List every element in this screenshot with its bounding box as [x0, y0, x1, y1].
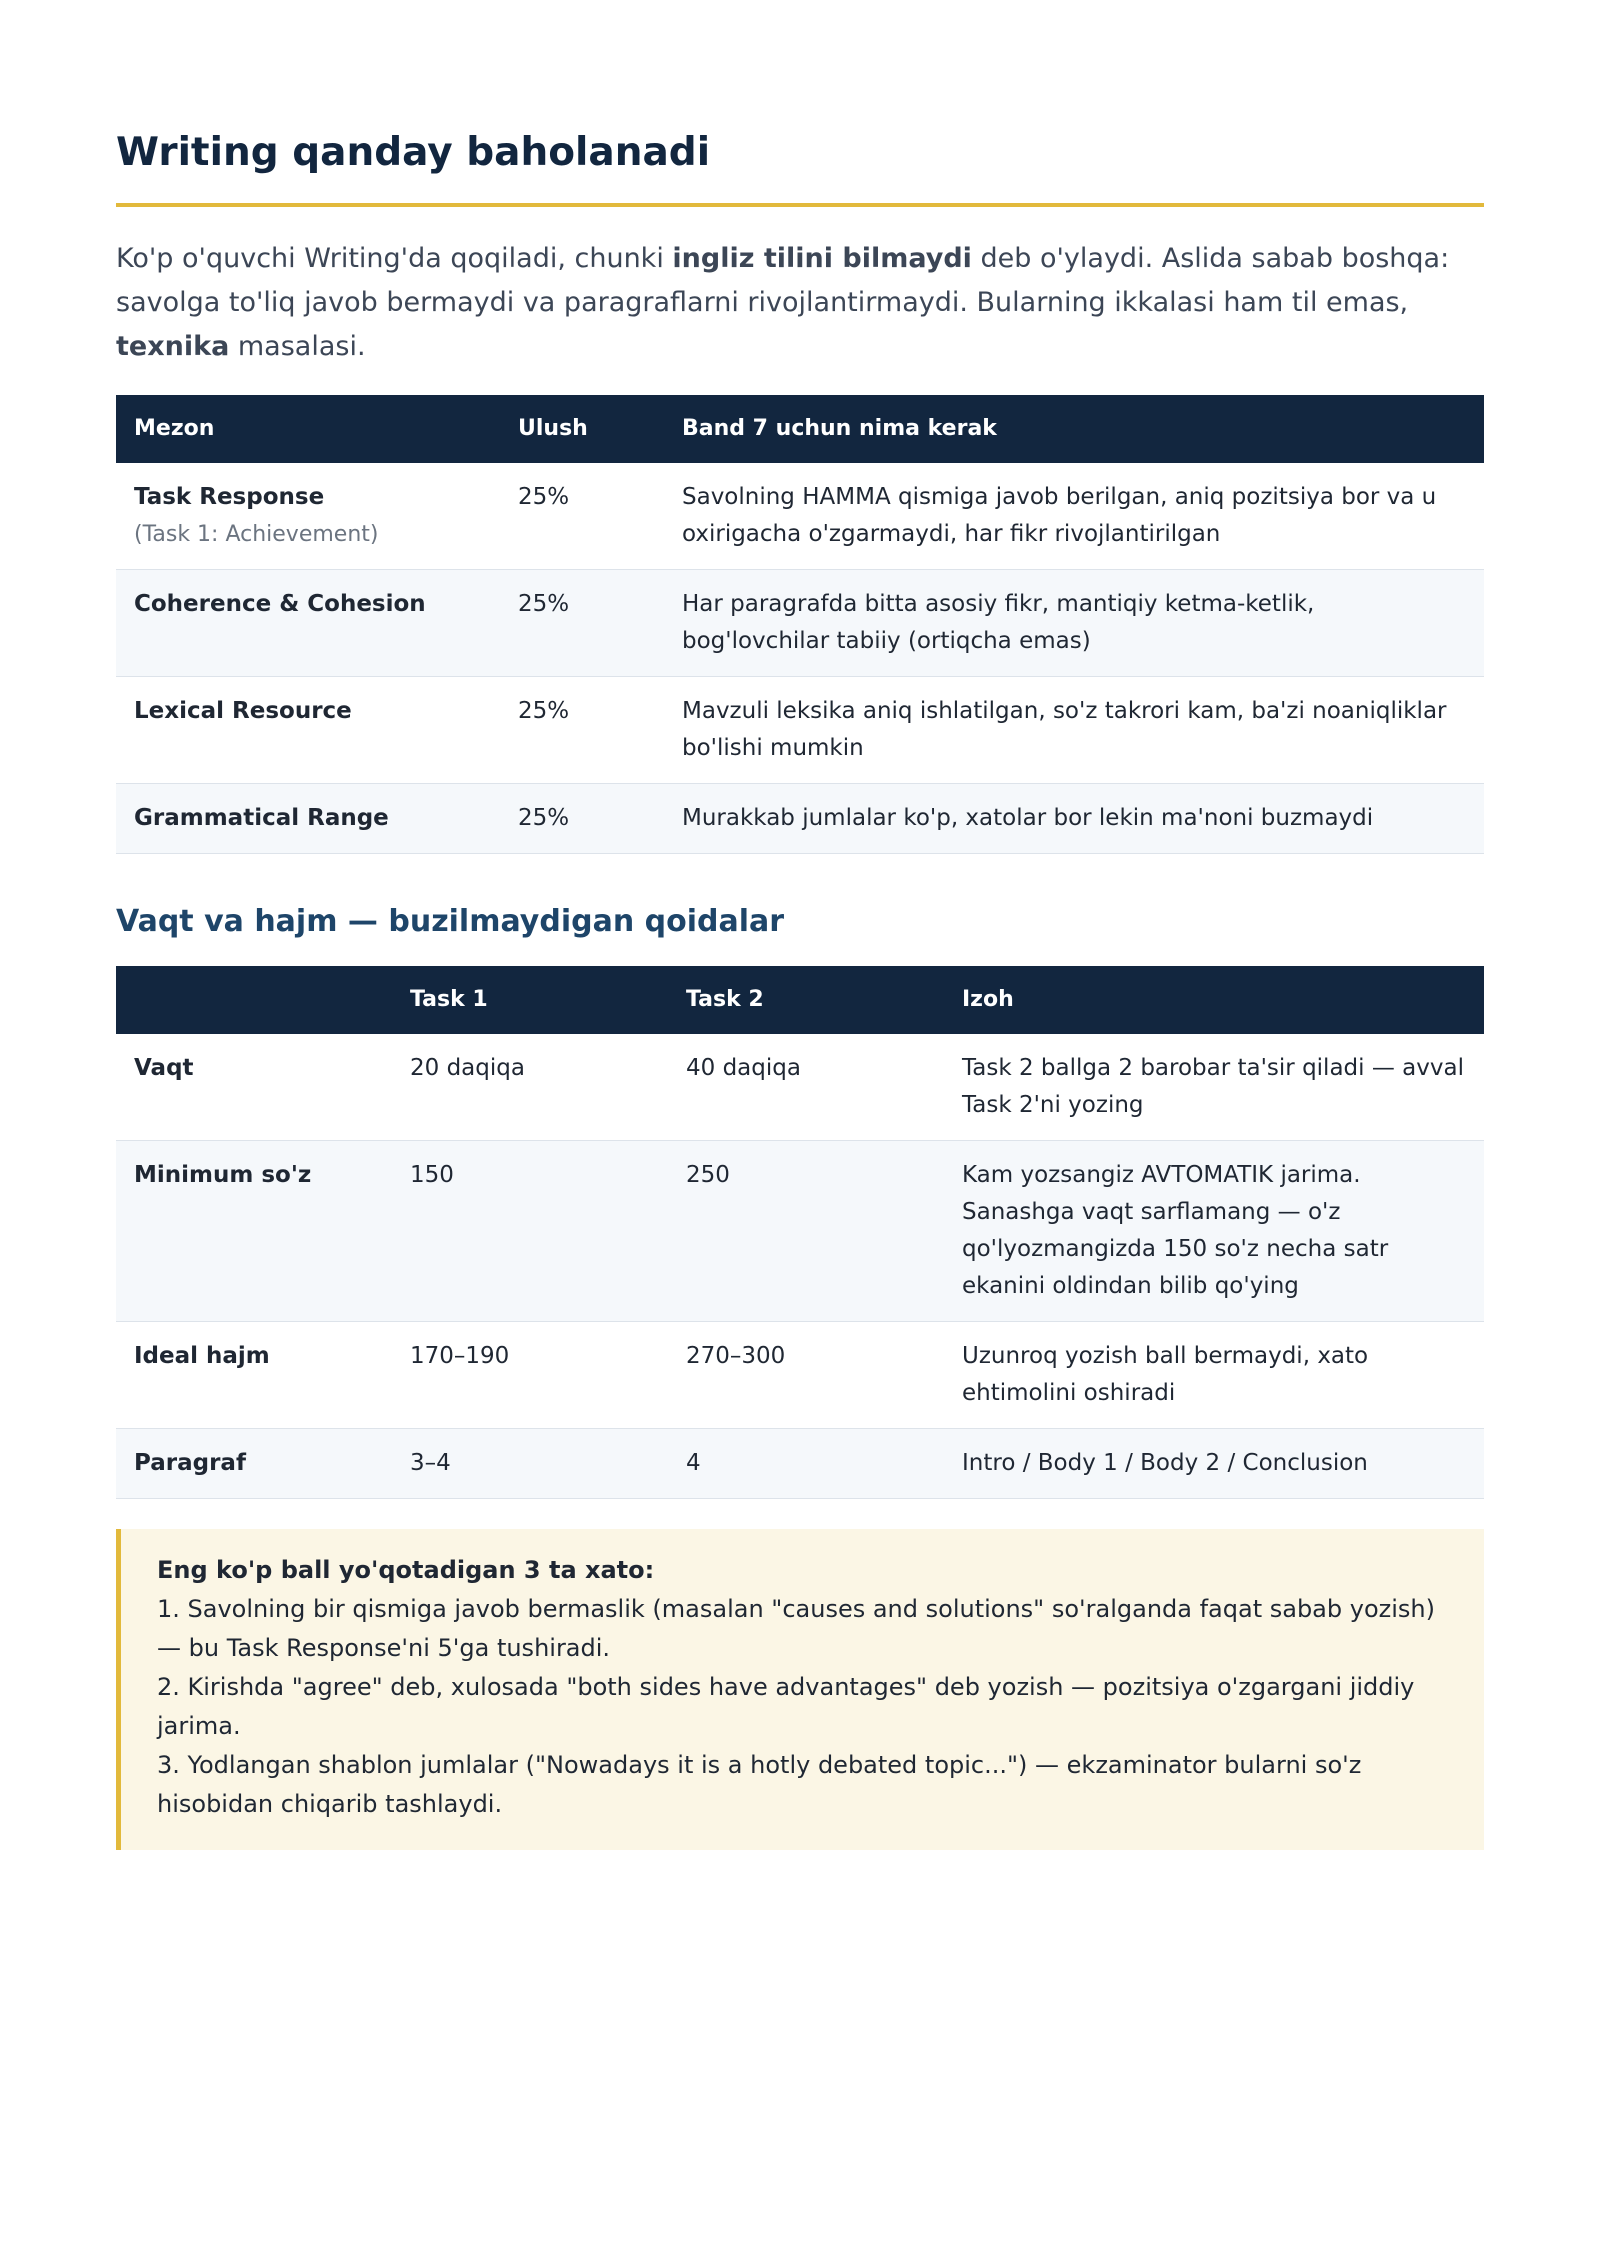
criterion-share: 25%	[500, 463, 664, 570]
criterion-name: Grammatical Range	[116, 783, 500, 853]
time-volume-table	[116, 966, 1484, 1499]
row-note: Kam yozsangiz AVTOMATIK jarima. Sanashga vaqt sarflamang — o'z qo'lyozmangizda 150 so'z necha satr ekanini oldindan bilib qo'ying	[944, 1140, 1484, 1321]
task2-value: 4	[668, 1428, 944, 1498]
criterion-name: Lexical Resource	[116, 676, 500, 783]
criterion-requirement: Savolning HAMMA qismiga javob berilgan, aniq pozitsiya bor va u oxirigacha o'zgarmaydi, har fikr rivojlantirilgan	[664, 463, 1484, 570]
callout-item: 2. Kirishda "agree" deb, xulosada "both sides have advantages" deb yozish — pozitsiya o'zgargani jiddiy jarima.	[157, 1672, 1415, 1740]
row-label: Paragraf	[116, 1428, 392, 1498]
criterion-share: 25%	[500, 569, 664, 676]
section-title: Vaqt va hajm — buzilmaydigan qoidalar	[116, 903, 785, 939]
task2-value: 250	[668, 1140, 944, 1321]
time-table-header	[116, 966, 1484, 1034]
callout-item: 3. Yodlangan shablon jumlalar ("Nowadays it is a hotly debated topic...") — ekzaminator bularni so'z hisobidan chiqarib tashlaydi.	[157, 1750, 1362, 1818]
criterion-requirement: Murakkab jumlalar ko'p, xatolar bor lekin ma'noni buzmaydi	[664, 783, 1484, 853]
row-note: Task 2 ballga 2 barobar ta'sir qiladi — avval Task 2'ni yozing	[944, 1034, 1484, 1141]
intro-text-1: Ko'p o'quvchi Writing'da qoqiladi, chunki	[116, 242, 673, 274]
table-row	[116, 1321, 1484, 1428]
header-ulush: Ulush	[500, 395, 664, 463]
intro-text-3: masalasi.	[229, 330, 366, 362]
criterion-title: Task Response	[134, 483, 325, 510]
criterion-name	[116, 463, 500, 570]
criterion-requirement: Mavzuli leksika aniq ishlatilgan, so'z takrori kam, ba'zi noaniqliklar bo'lishi mumkin	[664, 676, 1484, 783]
criterion-name: Coherence & Cohesion	[116, 569, 500, 676]
table-row	[116, 676, 1484, 783]
page-title: Writing qanday baholanadi	[116, 130, 711, 175]
table-row	[116, 1140, 1484, 1321]
criterion-subtitle: (Task 1: Achievement)	[134, 521, 379, 547]
task2-value: 270–300	[668, 1321, 944, 1428]
criterion-share: 25%	[500, 676, 664, 783]
table-row	[116, 783, 1484, 853]
row-label: Ideal hajm	[116, 1321, 392, 1428]
task1-value: 150	[392, 1140, 668, 1321]
header-izoh: Izoh	[944, 966, 1484, 1034]
header-task1: Task 1	[392, 966, 668, 1034]
warning-callout	[116, 1529, 1484, 1850]
intro-bold-1: ingliz tilini bilmaydi	[672, 242, 972, 274]
table-row	[116, 1034, 1484, 1141]
row-label: Minimum so'z	[116, 1140, 392, 1321]
intro-bold-2: texnika	[116, 330, 230, 362]
header-empty	[116, 966, 392, 1034]
task2-value: 40 daqiqa	[668, 1034, 944, 1141]
row-label: Vaqt	[116, 1034, 392, 1141]
row-note: Intro / Body 1 / Body 2 / Conclusion	[944, 1428, 1484, 1498]
criteria-table-header	[116, 395, 1484, 463]
criteria-table	[116, 395, 1484, 854]
task1-value: 20 daqiqa	[392, 1034, 668, 1141]
table-row	[116, 1428, 1484, 1498]
header-band7: Band 7 uchun nima kerak	[664, 395, 1484, 463]
callout-item: 1. Savolning bir qismiga javob bermaslik (masalan "causes and solutions" so'ralganda faqat sabab yozish) — bu Task Response'ni 5'ga tushiradi.	[157, 1594, 1435, 1662]
row-note: Uzunroq yozish ball bermaydi, xato ehtimolini oshiradi	[944, 1321, 1484, 1428]
callout-title: Eng ko'p ball yo'qotadigan 3 ta xato:	[157, 1555, 655, 1584]
table-row	[116, 569, 1484, 676]
table-row	[116, 463, 1484, 570]
criterion-share: 25%	[500, 783, 664, 853]
header-mezon: Mezon	[116, 395, 500, 463]
task1-value: 3–4	[392, 1428, 668, 1498]
criterion-requirement: Har paragrafda bitta asosiy fikr, mantiqiy ketma-ketlik, bog'lovchilar tabiiy (ortiqcha emas)	[664, 569, 1484, 676]
task1-value: 170–190	[392, 1321, 668, 1428]
header-task2: Task 2	[668, 966, 944, 1034]
intro-paragraph	[116, 237, 1484, 369]
intro-text-2: deb o'ylaydi. Aslida sabab boshqa: savolga to'liq javob bermaydi va paragraflarni rivojlantirmaydi. Bularning ikkalasi ham til emas,	[116, 242, 1450, 318]
title-divider	[116, 203, 1484, 207]
